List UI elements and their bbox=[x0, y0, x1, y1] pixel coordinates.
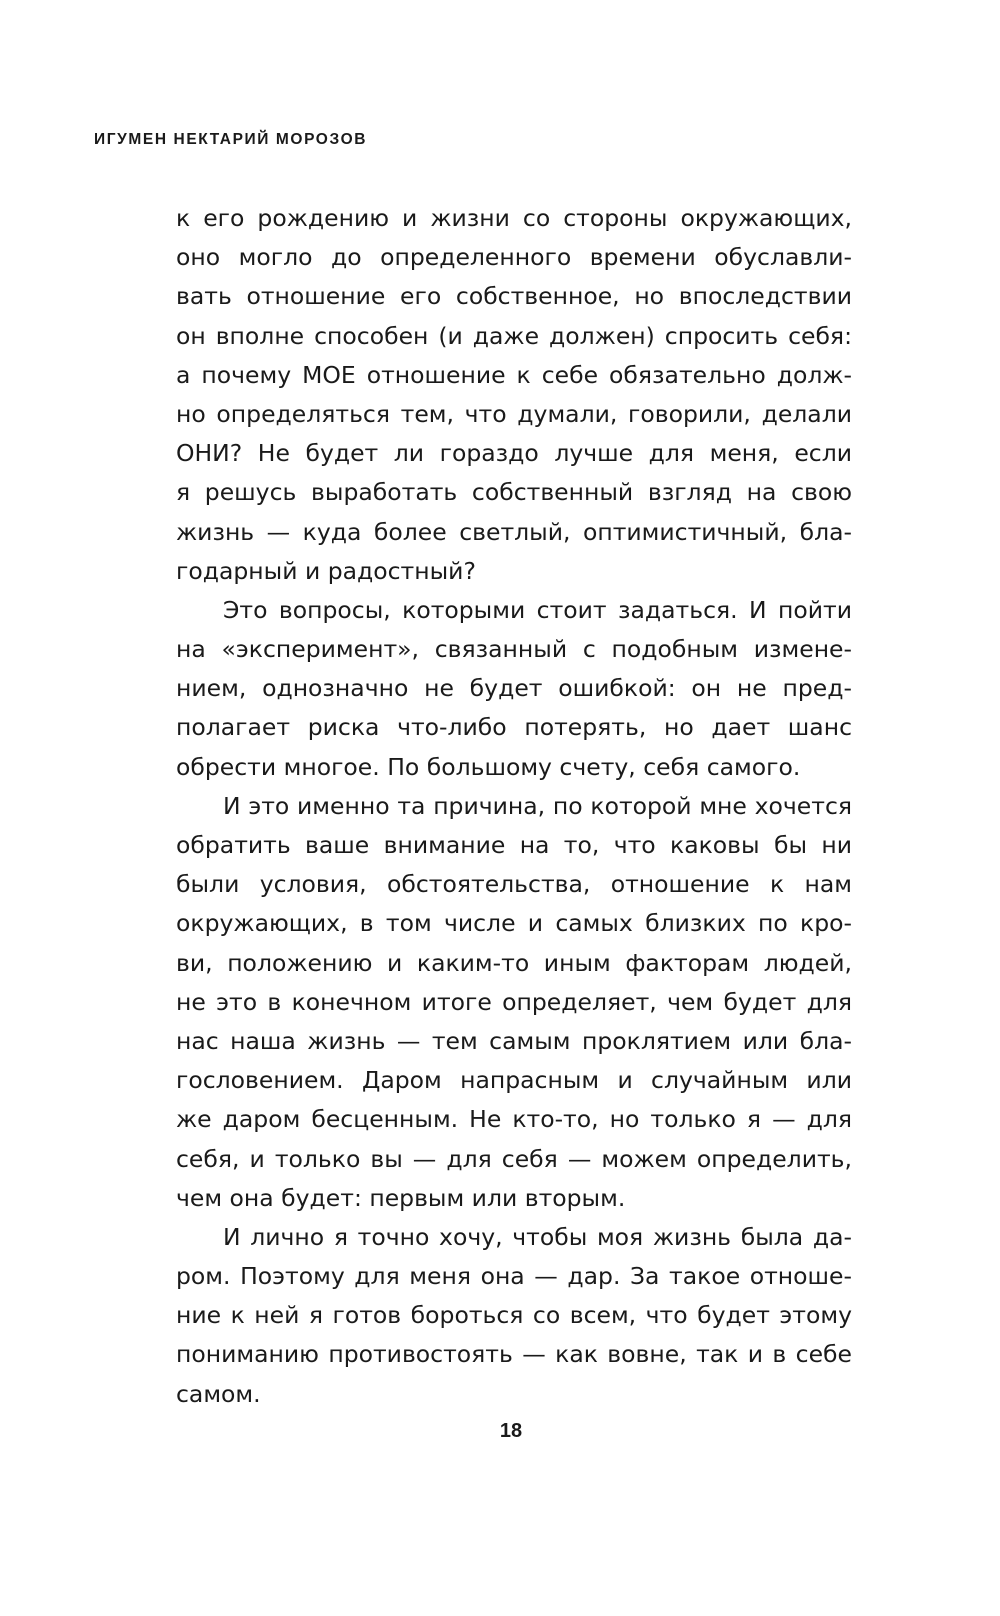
text-line: себя, и только вы — для себя — можем определить, bbox=[176, 1144, 852, 1173]
text-line: нием, однозначно не будет ошибкой: он не пред- bbox=[176, 674, 852, 703]
text-line: ОНИ? Не будет ли гораздо лучше для меня, если bbox=[176, 439, 852, 468]
body-text bbox=[176, 199, 852, 1414]
text-line: гословением. Даром напрасным и случайным или bbox=[176, 1066, 852, 1095]
text-line: чем она будет: первым или вторым. bbox=[176, 1183, 626, 1212]
paragraph bbox=[176, 591, 852, 787]
text-line: к его рождению и жизни со стороны окружающих, bbox=[176, 204, 852, 232]
text-line: же даром бесценным. Не кто-то, но только я — для bbox=[176, 1105, 852, 1134]
text-line: жизнь — куда более светлый, оптимистичный, бла- bbox=[176, 517, 852, 546]
page-number: 18 bbox=[499, 1420, 523, 1442]
text-line: но определяться тем, что думали, говорили, делали bbox=[176, 399, 852, 428]
text-line: а почему МОЕ отношение к себе обязательно долж- bbox=[176, 360, 852, 389]
text-line: обратить ваше внимание на то, что каковы бы ни bbox=[176, 831, 852, 859]
text-line: я решусь выработать собственный взгляд на свою bbox=[176, 478, 852, 507]
text-line: были условия, обстоятельства, отношение к нам bbox=[176, 870, 852, 899]
text-line: ние к ней я готов бороться со всем, что будет этому bbox=[176, 1301, 852, 1330]
text-line: Это вопросы, которыми стоит задаться. И пойти bbox=[223, 595, 852, 624]
text-line: окружающих, в том числе и самых близких по кро- bbox=[176, 909, 852, 938]
running-head: ИГУМЕН НЕКТАРИЙ МОРОЗОВ bbox=[94, 131, 368, 148]
text-line: не это в конечном итоге определяет, чем будет для bbox=[176, 987, 852, 1016]
text-line: годарный и радостный? bbox=[176, 556, 476, 585]
text-line: оно могло до определенного времени обуславли- bbox=[176, 243, 852, 272]
text-line: самом. bbox=[176, 1379, 261, 1408]
text-line: ром. Поэтому для меня она — дар. За такое отноше- bbox=[176, 1262, 852, 1291]
paragraph bbox=[176, 1218, 852, 1414]
text-line: И это именно та причина, по которой мне хочется bbox=[223, 791, 852, 820]
text-line: на «эксперимент», связанный с подобным измене- bbox=[176, 635, 852, 664]
text-line: пониманию противостоять — как вовне, так и в себе bbox=[176, 1340, 852, 1369]
paragraph bbox=[176, 199, 852, 591]
text-line: он вполне способен (и даже должен) спросить себя: bbox=[176, 321, 852, 350]
text-line: нас наша жизнь — тем самым проклятием или бла- bbox=[176, 1026, 852, 1055]
paragraph bbox=[176, 787, 852, 1218]
text-line: полагает риска что-либо потерять, но дает шанс bbox=[176, 713, 852, 742]
text-line: вать отношение его собственное, но впоследствии bbox=[176, 282, 852, 311]
text-line: обрести многое. По большому счету, себя самого. bbox=[176, 752, 801, 781]
text-line: И лично я точно хочу, чтобы моя жизнь была да- bbox=[223, 1222, 852, 1251]
text-line: ви, положению и каким-то иным факторам людей, bbox=[176, 948, 852, 977]
